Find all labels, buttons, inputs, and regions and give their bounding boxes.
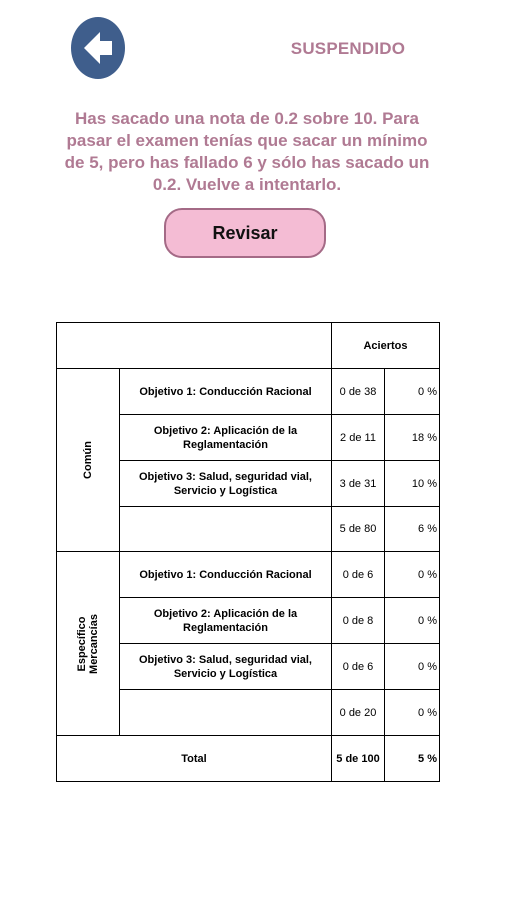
percent-cell: 0 % <box>385 598 440 644</box>
objective-label: Objetivo 2: Aplicación de la Reglamentación <box>120 415 332 461</box>
subtotal-score-cell: 0 de 20 <box>332 690 385 736</box>
subtotal-empty-cell <box>120 690 332 736</box>
review-button[interactable]: Revisar <box>164 208 326 258</box>
group-label-comun: Común <box>57 369 120 552</box>
table-row <box>57 552 440 598</box>
subtotal-percent-cell: 0 % <box>385 690 440 736</box>
result-message: Has sacado una nota de 0.2 sobre 10. Para pasar el examen tenías que sacar un mínimo de 5, pero has fallado 6 y sólo has sacado un 0.2. Vuelve a intentarlo. <box>64 109 430 194</box>
objective-label: Objetivo 2: Aplicación de la Reglamentación <box>120 598 332 644</box>
subtotal-score-cell: 5 de 80 <box>332 507 385 552</box>
status-label: SUSPENDIDO <box>290 39 406 58</box>
score-cell: 0 de 6 <box>332 552 385 598</box>
percent-cell: 0 % <box>385 644 440 690</box>
aciertos-header: Aciertos <box>332 323 440 369</box>
total-score-cell: 5 de 100 <box>332 736 385 782</box>
objective-label: Objetivo 1: Conducción Racional <box>120 552 332 598</box>
score-cell: 0 de 38 <box>332 369 385 415</box>
objective-label: Objetivo 1: Conducción Racional <box>120 369 332 415</box>
percent-cell: 10 % <box>385 461 440 507</box>
total-row <box>57 736 440 782</box>
subtotal-empty-cell <box>120 507 332 552</box>
subtotal-percent-cell: 6 % <box>385 507 440 552</box>
table-header-row <box>57 323 440 369</box>
back-button[interactable] <box>71 17 125 79</box>
total-percent-cell: 5 % <box>385 736 440 782</box>
score-cell: 3 de 31 <box>332 461 385 507</box>
percent-cell: 0 % <box>385 369 440 415</box>
group-label-especifico: Específico Mercancías <box>57 552 120 736</box>
total-label: Total <box>57 736 332 782</box>
percent-cell: 0 % <box>385 552 440 598</box>
score-cell: 0 de 8 <box>332 598 385 644</box>
header-empty-cell <box>57 323 332 369</box>
table-row <box>57 369 440 415</box>
objective-label: Objetivo 3: Salud, seguridad vial, Servicio y Logística <box>120 461 332 507</box>
percent-cell: 18 % <box>385 415 440 461</box>
arrow-left-icon <box>71 17 125 79</box>
results-table <box>56 322 440 782</box>
score-cell: 2 de 11 <box>332 415 385 461</box>
objective-label: Objetivo 3: Salud, seguridad vial, Servicio y Logística <box>120 644 332 690</box>
score-cell: 0 de 6 <box>332 644 385 690</box>
